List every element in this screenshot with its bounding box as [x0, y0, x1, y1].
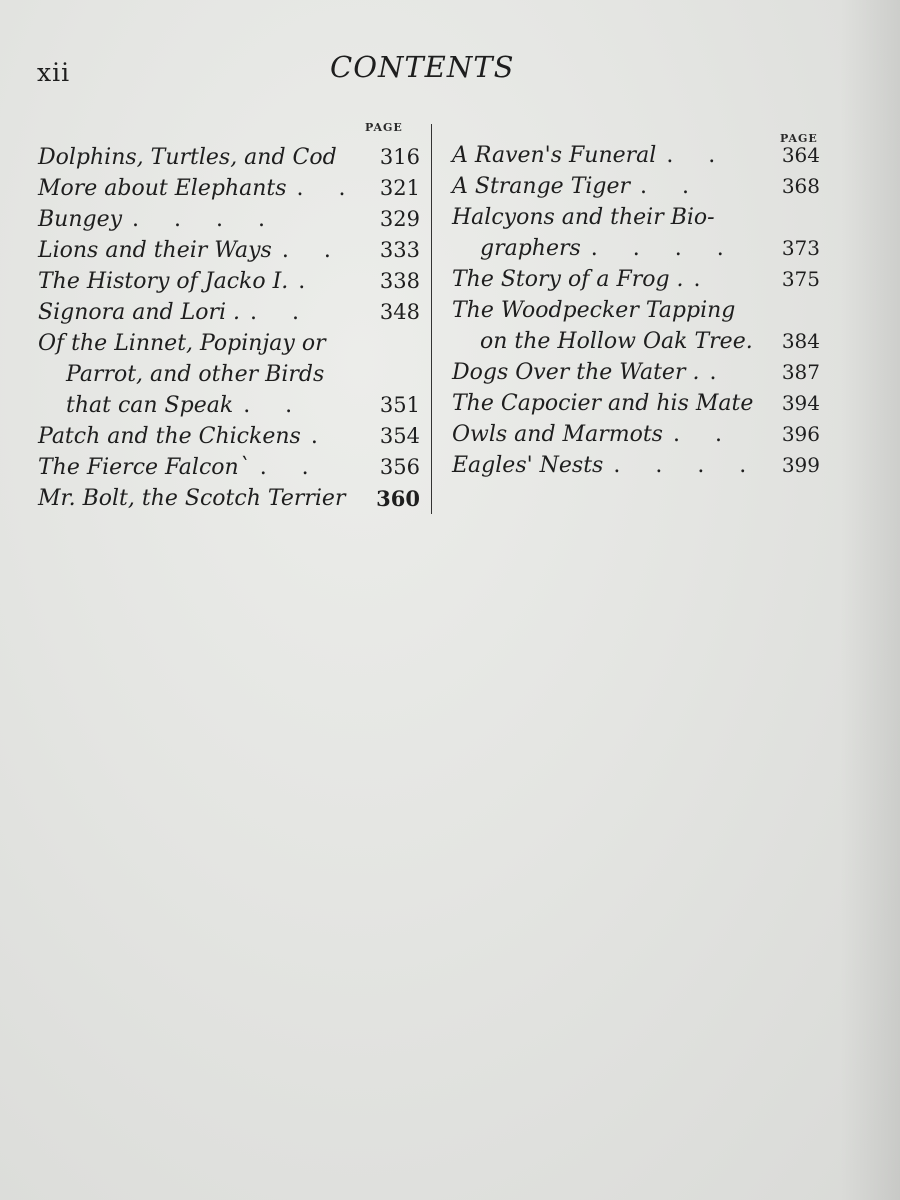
entry-title-line: More about Elephants . .: [38, 176, 360, 201]
leader-dots: . .: [666, 143, 730, 168]
contents-entry: [38, 204, 420, 235]
contents-entry: [452, 357, 820, 388]
contents-entry: [38, 328, 420, 421]
leader-dots: . . . .: [132, 207, 279, 232]
leader-dots: . .: [259, 455, 323, 480]
leader-dots: .: [693, 267, 715, 292]
entry-page-number: 375: [781, 267, 820, 291]
entry-title-line: Dogs Over the Water . .: [452, 360, 731, 385]
leader-dots: . .: [281, 238, 345, 263]
entry-title-line: Of the Linnet, Popinjay or: [38, 331, 326, 356]
entry-title-line: that can Speak . .: [66, 393, 307, 418]
contents-entry: [38, 483, 420, 514]
entry-page-number: 399: [781, 453, 820, 477]
entry-page-number: 373: [781, 236, 820, 260]
contents-entry: [452, 264, 820, 295]
contents-entry: [452, 140, 820, 171]
contents-left-column: [38, 142, 420, 514]
entry-title-line: The History of Jacko I. .: [38, 269, 320, 294]
entry-page-number: 360: [376, 486, 420, 511]
contents-entry: [38, 452, 420, 483]
entry-page-number: 396: [781, 422, 820, 446]
page-title: CONTENTS: [330, 50, 515, 84]
entry-page-number: 356: [379, 455, 420, 479]
entry-title-line: Bungey . . . .: [38, 207, 279, 232]
leader-dots: .: [298, 269, 320, 294]
entry-page-number: 384: [781, 329, 820, 353]
entry-title-line: graphers . . . .: [480, 236, 738, 261]
page-shading: [840, 0, 900, 1200]
leader-dots: . . . .: [613, 453, 761, 478]
page-number: xii: [37, 58, 71, 87]
entry-title-line: Owls and Marmots . .: [452, 422, 736, 447]
entry-title-line: A Raven's Funeral . .: [452, 143, 730, 168]
entry-title-line: Signora and Lori . . .: [38, 300, 313, 325]
entry-page-number: 338: [379, 269, 420, 293]
entry-page-number: 387: [781, 360, 820, 384]
leader-dots: . .: [640, 174, 704, 199]
contents-entry: [38, 173, 420, 204]
entry-page-number: 368: [781, 174, 820, 198]
column-divider: [431, 124, 432, 514]
contents-entry: [452, 171, 820, 202]
entry-page-number: 364: [781, 143, 820, 167]
contents-entry: [452, 450, 820, 481]
contents-entry: [38, 266, 420, 297]
leader-dots: .: [310, 424, 332, 449]
entry-page-number: 333: [379, 238, 420, 262]
entry-page-number: 348: [379, 300, 420, 324]
leader-dots: . .: [250, 300, 313, 325]
contents-entry: [452, 202, 820, 264]
entry-page-number: 321: [379, 176, 420, 200]
contents-entry: [38, 421, 420, 452]
entry-title-line: Eagles' Nests . . . .: [452, 453, 761, 478]
entry-title-line: Patch and the Chickens .: [38, 424, 332, 449]
entry-title-line: Halcyons and their Bio-: [452, 205, 715, 230]
contents-entry: [38, 142, 420, 173]
contents-entry: [452, 419, 820, 450]
entry-page-number: 329: [379, 207, 420, 231]
entry-title-line: A Strange Tiger . .: [452, 174, 704, 199]
entry-title-line: Lions and their Ways . .: [38, 238, 345, 263]
entry-page-number: 354: [379, 424, 420, 448]
contents-entry: [452, 388, 820, 419]
entry-title-line: Dolphins, Turtles, and Cod: [38, 145, 337, 170]
contents-entry: [452, 295, 820, 357]
contents-right-column: [452, 140, 820, 481]
entry-page-number: 316: [379, 145, 420, 169]
entry-title-line: Parrot, and other Birds: [66, 362, 325, 387]
right-page-column-header: PAGE: [780, 132, 818, 145]
leader-dots: . . . .: [590, 236, 738, 261]
leader-dots: .: [709, 360, 731, 385]
contents-entry: [38, 235, 420, 266]
entry-page-number: 351: [379, 393, 420, 417]
entry-title-line: The Fierce Falcon` . .: [38, 455, 323, 480]
entry-title-line: Mr. Bolt, the Scotch Terrier: [38, 486, 346, 511]
left-page-column-header: PAGE: [365, 121, 403, 134]
leader-dots: . .: [672, 422, 736, 447]
contents-entry: [38, 297, 420, 328]
leader-dots: . .: [243, 393, 307, 418]
entry-title-line: on the Hollow Oak Tree.: [480, 329, 753, 354]
entry-page-number: 394: [781, 391, 820, 415]
leader-dots: . .: [296, 176, 360, 201]
entry-title-line: The Woodpecker Tapping: [452, 298, 736, 323]
entry-title-line: The Capocier and his Mate: [452, 391, 754, 416]
entry-title-line: The Story of a Frog . .: [452, 267, 715, 292]
